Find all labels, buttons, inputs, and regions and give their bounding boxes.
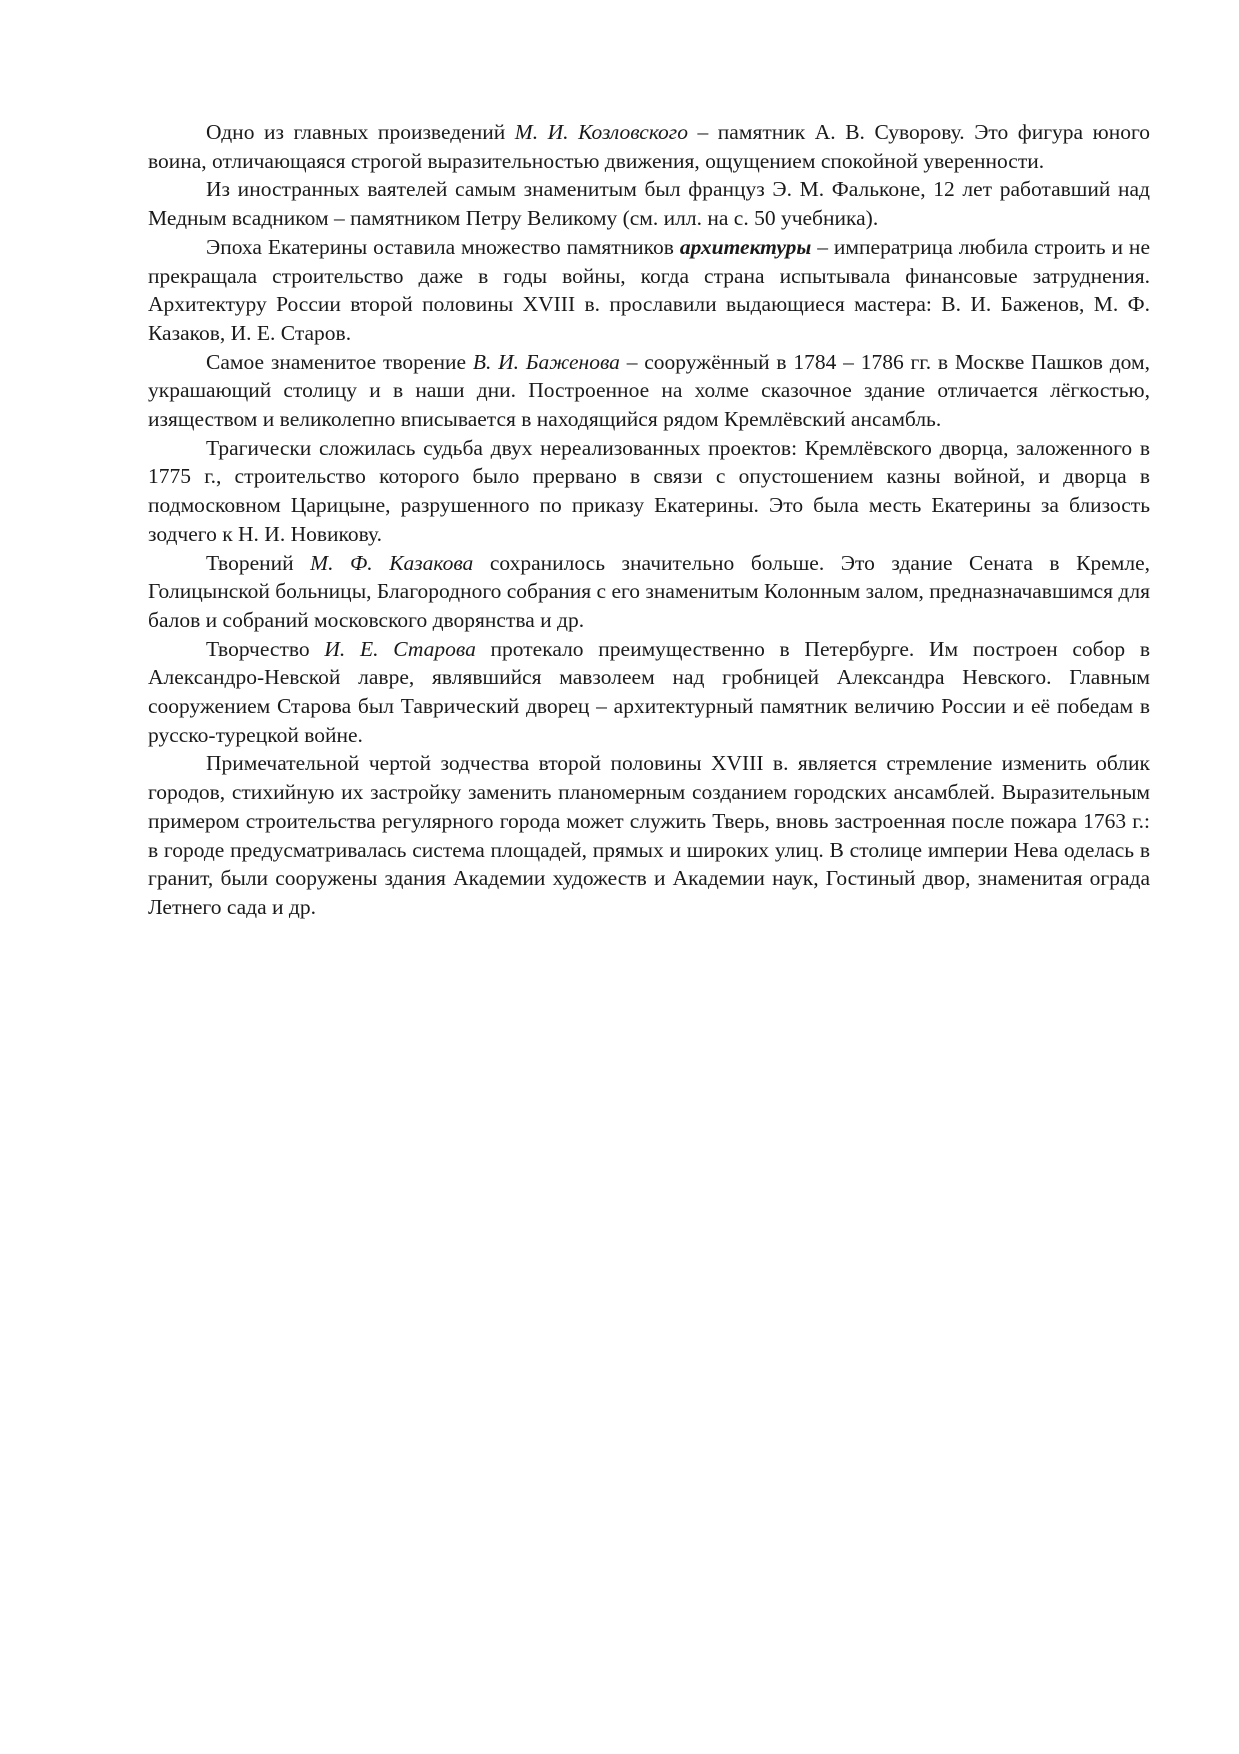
paragraph-bazhenov bbox=[148, 348, 1150, 434]
paragraph-text: Из иностранных ваятелей самым знаменитым был француз Э. М. Фальконе, 12 лет работавший над Медным всадником – памятником Петру Великому (см. илл. на с. 50 учебника). bbox=[148, 177, 1150, 231]
paragraph-text: Эпоха Екатерины оставила множество памятников bbox=[206, 234, 680, 259]
sculptor-name: М. И. Козловского bbox=[514, 120, 688, 144]
paragraph-text: сохранилось значительно больше. Это здание Сената в Кремле, Голицынской больницы, Благородного собрания с его знаменитым Колонным залом, предназначавшимся для балов и собраний московского дворянства и др. bbox=[148, 550, 1150, 632]
paragraph-text: Трагически сложилась судьба двух нереализованных проектов: Кремлёвского дворца, заложенного в 1775 г., строительство которого было прервано в связи с опустошением казны войной, и дворца в подмосковном Царицыне, разрушенного по приказу Екатерины. Это была месть Екатерины за близость зодчего к Н. И. Новикову. bbox=[148, 435, 1150, 546]
key-term: архитектуры bbox=[679, 234, 812, 259]
paragraph-text: Творений bbox=[206, 550, 311, 575]
architect-name: М. Ф. Казакова bbox=[310, 550, 474, 575]
paragraph-starov bbox=[148, 635, 1150, 750]
paragraph-text: – памятник А. В. Суворову. Это фигура юного воина, отличающаяся строгой выразительностью движения, ощущением спокойной уверенности. bbox=[148, 120, 1151, 173]
paragraph-kazakov bbox=[148, 549, 1150, 635]
paragraph-architecture bbox=[148, 233, 1150, 348]
architect-name: И. Е. Старова bbox=[324, 636, 476, 661]
paragraph-text: – императрица любила строить и не прекращала строительство даже в годы войны, когда страна испытывала финансовые затруднения. Архитектуру России второй половины XVIII в. прославили выдающиеся мастера: В. И. Баженов, М. Ф. Казаков, И. Е. Старов. bbox=[148, 234, 1150, 345]
paragraph-text: – сооружённый в 1784 – 1786 гг. в Москве Пашков дом, украшающий столицу и в наши дни. Построенное на холме сказочное здание отличается лёгкостью, изяществом и великолепно вписывается в находящийся рядом Кремлёвский ансамбль. bbox=[148, 349, 1150, 432]
document-page bbox=[148, 118, 1150, 922]
paragraph-text: Творчество bbox=[206, 636, 325, 661]
paragraph-kozlovsky bbox=[148, 118, 1150, 175]
paragraph-text: Примечательной чертой зодчества второй половины XVIII в. является стремление изменить облик городов, стихийную их застройку заменить планомерным созданием городских ансамблей. Выразительным примером строительства регулярного города может служить Тверь, вновь застроенная после пожара 1763 г.: в городе предусматривалась система площадей, прямых и широких улиц. В столице империи Нева оделась в гранит, были сооружены здания Академии художеств и Академии наук, Гостиный двор, знаменитая ограда Летнего сада и др. bbox=[148, 751, 1150, 919]
paragraph-text: Самое знаменитое творение bbox=[206, 349, 473, 374]
paragraph-text: протекало преимущественно в Петербурге. Им построен собор в Александро-Невской лавре, являвшийся мавзолеем над гробницей Александра Невского. Главным сооружением Старова был Таврический дворец – архитектурный памятник величию России и её победам в русско-турецкой войне. bbox=[148, 636, 1150, 747]
paragraph-urban-planning bbox=[148, 749, 1150, 921]
paragraph-projects bbox=[148, 434, 1150, 549]
architect-name: В. И. Баженова bbox=[472, 349, 620, 374]
paragraph-falconet bbox=[148, 175, 1150, 232]
paragraph-text: Одно из главных произведений bbox=[206, 120, 515, 144]
